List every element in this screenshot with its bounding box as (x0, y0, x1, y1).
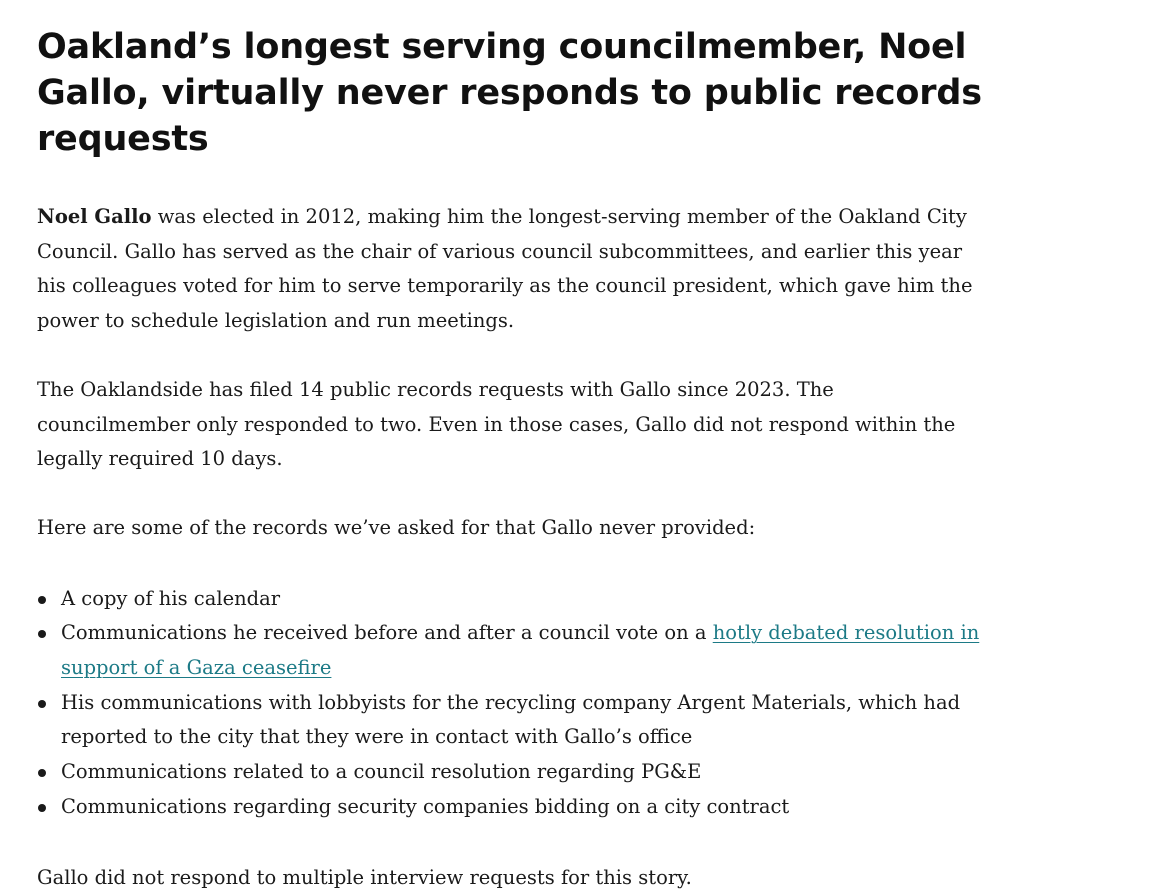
records-list (37, 582, 982, 825)
list-item (37, 790, 982, 825)
list-item (37, 755, 982, 790)
bullet-icon (38, 700, 46, 708)
article-body (37, 200, 982, 895)
bullet-icon (38, 804, 46, 812)
list-item-text: Communications regarding security companies bidding on a city contract (61, 794, 790, 818)
records-stats-paragraph: The Oaklandside has filed 14 public records requests with Gallo since 2023. The councilmember only responded to two. Even in those cases, Gallo did not respond within the legally required 10 days. (37, 377, 956, 471)
bullet-icon (38, 769, 46, 777)
list-item-text: A copy of his calendar (61, 586, 281, 610)
intro-paragraph-text: was elected in 2012, making him the longest-serving member of the Oakland City Council. Gallo has served as the chair of various council subcommittees, and earlier this year his colleagues voted for him to serve temporarily as the council president, which gave him the power to schedule legislation and run meetings. (37, 205, 973, 333)
list-item (37, 686, 982, 755)
intro-paragraph (37, 200, 982, 339)
subject-name: Noel Gallo (37, 205, 152, 228)
list-item-text: Communications related to a council resolution regarding PG&E (61, 760, 702, 784)
gaza-ceasefire-resolution-link[interactable]: hotly debated resolution in support of a Gaza ceasefire (61, 621, 980, 680)
article-headline: Oakland’s longest serving councilmember, Noel Gallo, virtually never responds to public records requests (37, 27, 982, 159)
list-item (37, 616, 982, 685)
article (37, 24, 982, 895)
records-intro-paragraph: Here are some of the records we’ve asked for that Gallo never provided: (37, 515, 756, 539)
bullet-icon (38, 630, 46, 638)
list-item (37, 582, 982, 617)
list-item-text: His communications with lobbyists for the recycling company Argent Materials, which had reported to the city that they were in contact with Gallo’s office (61, 690, 961, 749)
bullet-icon (38, 596, 46, 604)
list-item-text: Communications he received before and after a council vote on a (61, 621, 713, 645)
closing-paragraph: Gallo did not respond to multiple interview requests for this story. (37, 865, 692, 889)
